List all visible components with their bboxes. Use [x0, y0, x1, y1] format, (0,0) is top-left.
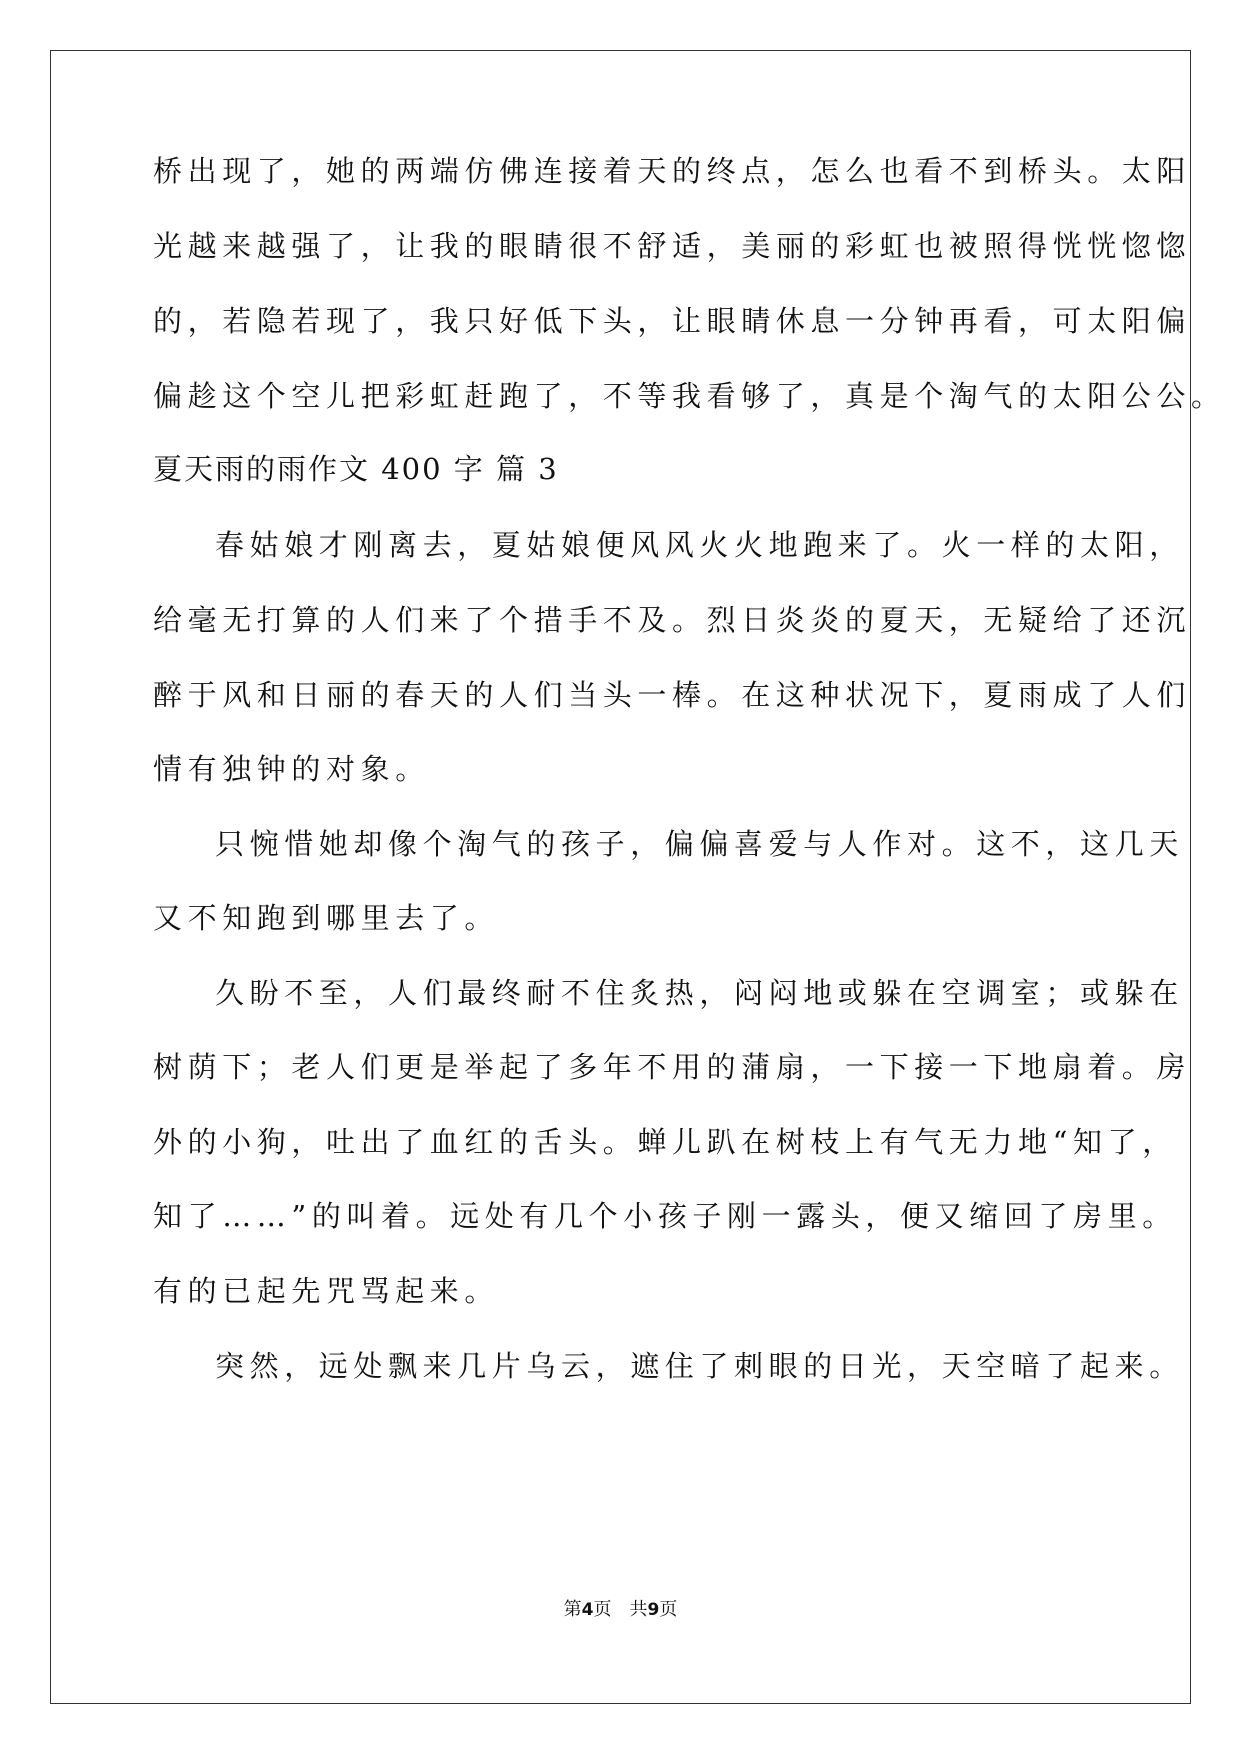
text-line: 又不知跑到哪里去了。 — [153, 901, 500, 935]
text-line: 外的小狗，吐出了血红的舌头。蝉儿趴在树枝上有气无力地“知了， — [153, 1125, 1177, 1159]
page-number-suffix: 页 — [593, 1599, 612, 1620]
text-line: 树荫下；老人们更是举起了多年不用的蒲扇，一下接一下地扇着。房 — [153, 1050, 1192, 1084]
text-line: 春姑娘才刚离去，夏姑娘便风风火火地跑来了。火一样的太阳， — [215, 528, 1184, 562]
text-line: 只惋惜她却像个淘气的孩子，偏偏喜爱与人作对。这不，这几天 — [215, 827, 1184, 861]
text-line: 光越来越强了，让我的眼睛很不舒适，美丽的彩虹也被照得恍恍惚惚 — [153, 229, 1192, 263]
page-border — [50, 50, 1191, 1704]
page-footer — [0, 1598, 1241, 1622]
text-line: 的，若隐若现了，我只好低下头，让眼睛休息一分钟再看，可太阳偏 — [153, 304, 1192, 338]
section-heading: 夏天雨的雨作文 400 字 篇 3 — [153, 452, 559, 486]
page-total-suffix: 页 — [659, 1599, 678, 1620]
text-line: 情有独钟的对象。 — [153, 752, 430, 786]
page-number-current: 4 — [581, 1600, 594, 1620]
text-line: 有的已起先咒骂起来。 — [153, 1274, 500, 1308]
text-line: 突然，远处飘来几片乌云，遮住了刺眼的日光，天空暗了起来。 — [215, 1349, 1184, 1383]
text-line: 久盼不至，人们最终耐不住炙热，闷闷地或躲在空调室；或躲在 — [215, 976, 1184, 1010]
text-line: 桥出现了，她的两端仿佛连接着天的终点，怎么也看不到桥头。太阳 — [153, 154, 1192, 188]
text-line: 偏趁这个空儿把彩虹赶跑了，不等我看够了，真是个淘气的太阳公公。 — [153, 379, 1226, 413]
page-number-prefix: 第 — [563, 1599, 582, 1620]
text-line: 给毫无打算的人们来了个措手不及。烈日炎炎的夏天，无疑给了还沉 — [153, 603, 1192, 637]
text-line: 醉于风和日丽的春天的人们当头一棒。在这种状况下，夏雨成了人们 — [153, 678, 1192, 712]
text-line: 知了……”的叫着。远处有几个小孩子刚一露头，便又缩回了房里。 — [153, 1199, 1177, 1233]
page-total-prefix: 共 — [629, 1599, 648, 1620]
page-total: 9 — [647, 1600, 660, 1620]
